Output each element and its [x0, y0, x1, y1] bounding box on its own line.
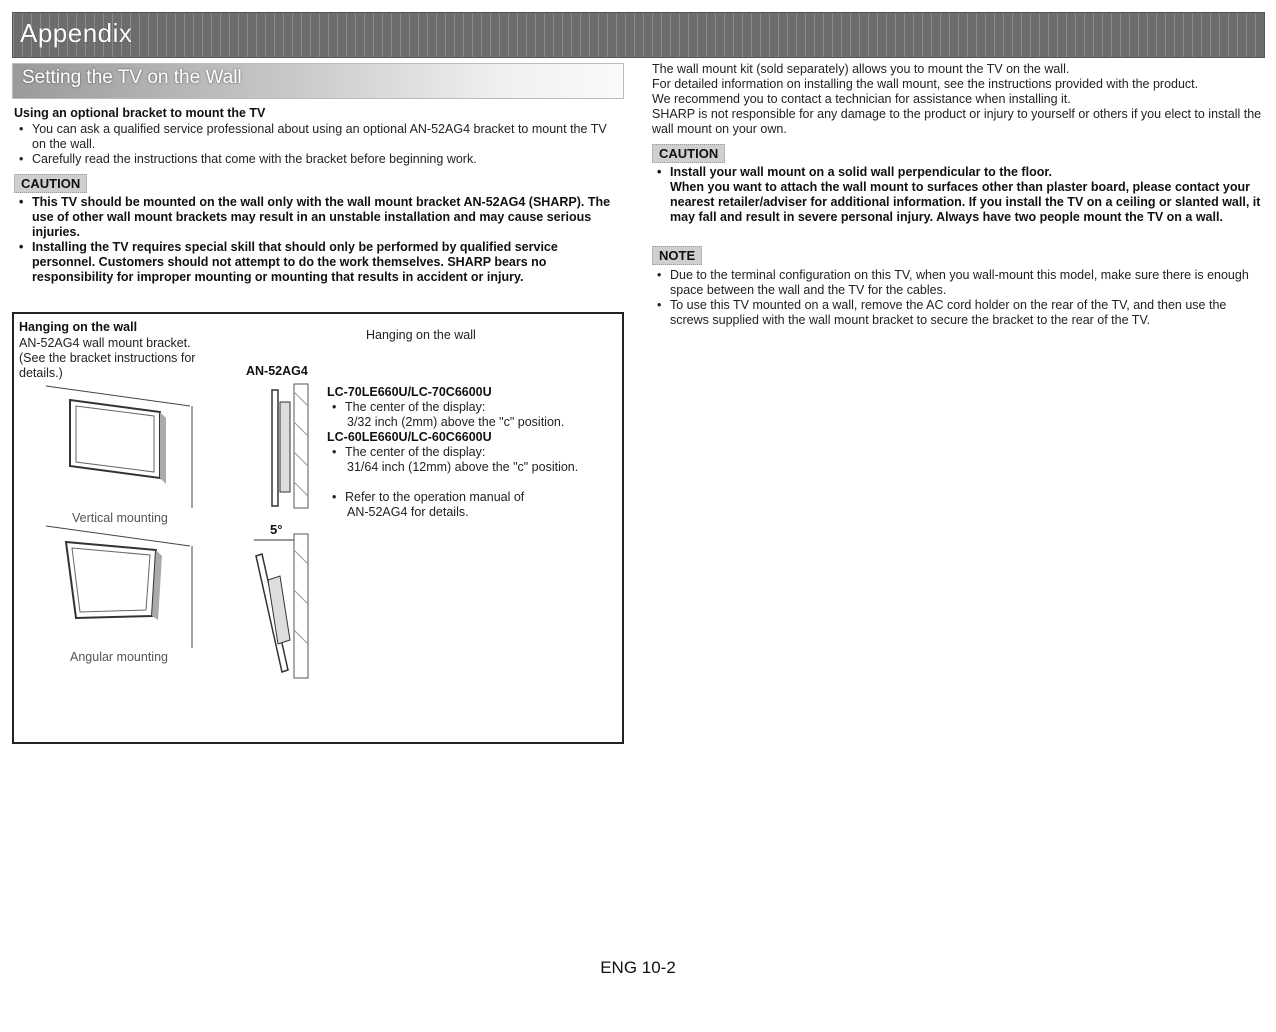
box-center-label: Hanging on the wall [366, 328, 476, 342]
list-item: • Installing the TV requires special skill that should only be performed by qualified service personnel. Customers should not attempt to do the work themselves. SHARP bears no responsibility for improper mounting or mounting that results in accident or injury. [14, 240, 620, 285]
note-label: NOTE [652, 246, 702, 265]
vertical-mounting-illustration [40, 380, 210, 520]
list-item: • Carefully read the instructions that come with the bracket before beginning work. [14, 152, 614, 167]
model2-info: • The center of the display: [327, 445, 485, 460]
caution-label-right: CAUTION [652, 144, 725, 163]
list-item: • Install your wall mount on a solid wall perpendicular to the floor. When you want to attach the wall mount to surfaces other than plaster board, please contact your nearest retailer/adviser for additional information. If you install the TV on a ceiling or slanted wall, it may fall and result in severe personal injury. Always have two people mount the TV on a wall. [652, 165, 1262, 225]
model2-value: 31/64 inch (12mm) above the "c" position. [347, 460, 579, 474]
list-item: • This TV should be mounted on the wall only with the wall mount bracket AN-52AG4 (SHARP). The use of other wall mount brackets may result in an unstable installation and may cause serious injuries. [14, 195, 620, 240]
angle-label: 5° [270, 522, 283, 537]
right-intro: The wall mount kit (sold separately) allows you to mount the TV on the wall. For detailed information on installing the wall mount, see the instructions provided with the product. We recommend you to contact a technician for assistance when installing it. SHARP is not responsible for any damage to the product or injury to yourself or others if you elect to install the wall mount on your own. [652, 62, 1262, 136]
page-title: Appendix [20, 18, 133, 48]
left-caution-bullets [14, 195, 620, 285]
list-item: • To use this TV mounted on a wall, remove the AC cord holder on the rear of the TV, and then use the screws supplied with the wall mount bracket to secure the bracket to the rear of the TV. [652, 298, 1264, 328]
list-item: • Due to the terminal configuration on this TV, when you wall-mount this model, make sure there is enough space between the wall and the TV for the cables. [652, 268, 1264, 298]
angular-caption: Angular mounting [70, 650, 168, 664]
right-caution [652, 165, 1262, 225]
model1-info: • The center of the display: [327, 400, 485, 415]
vertical-caption: Vertical mounting [72, 511, 168, 525]
caution-label-left: CAUTION [14, 174, 87, 193]
appendix-header-bar [12, 12, 1265, 58]
list-item: • You can ask a qualified service professional about using an optional AN-52AG4 bracket to mount the TV on the wall. [14, 122, 614, 152]
refer-note: • Refer to the operation manual of [327, 490, 524, 505]
model1-value: 3/32 inch (2mm) above the "c" position. [347, 415, 565, 429]
bracket-side-view-vertical [262, 382, 314, 512]
model1-title: LC-70LE660U/LC-70C6600U [327, 385, 492, 399]
section-title: Setting the TV on the Wall [22, 67, 242, 88]
refer-note-line2: AN-52AG4 for details. [347, 505, 469, 519]
bracket-side-view-angular [250, 530, 314, 682]
note-bullets [652, 268, 1264, 328]
angular-mounting-illustration [40, 520, 210, 655]
bracket-label: AN-52AG4 [246, 364, 308, 378]
box-description: AN-52AG4 wall mount bracket. (See the bracket instructions for details.) [19, 336, 196, 380]
box-title: Hanging on the wall [19, 320, 138, 334]
page-number: ENG 10-2 [600, 958, 676, 977]
model2-title: LC-60LE660U/LC-60C6600U [327, 430, 492, 444]
left-bullets [14, 122, 614, 167]
left-heading: Using an optional bracket to mount the TV [14, 106, 266, 120]
